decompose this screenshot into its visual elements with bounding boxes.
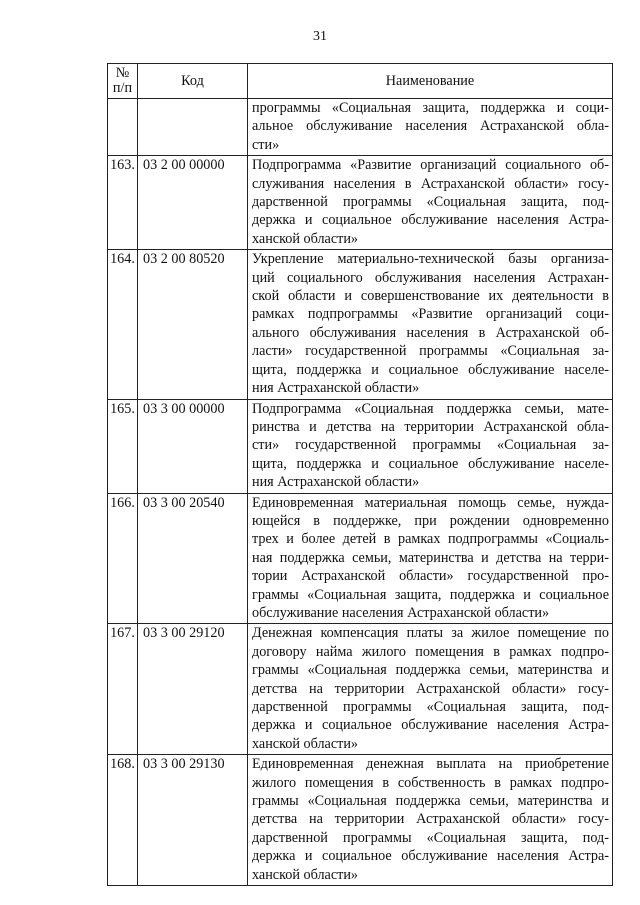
name-line: ласти» государственной программы «Социальная за- (252, 343, 609, 360)
row-number: 163. (108, 156, 138, 250)
name-line: граммы «Социальная защита, поддержка и социальное (252, 586, 609, 603)
name-line: сти» государственной программы «Социальная за- (252, 437, 609, 454)
name-line: Единовременная материальная помощь семье, нужда- (252, 494, 609, 511)
name-line: держка и социальное обслуживание населения Астра- (252, 212, 609, 229)
name-line: ального обслуживания населения в Астраханской об- (252, 324, 609, 341)
name-line: рамках подпрограммы «Развитие организаций соци- (252, 306, 609, 323)
header-code: Код (138, 64, 248, 99)
name-line: трех и более детей в рамках подпрограммы «Социаль- (252, 531, 609, 548)
name-line: Единовременная денежная выплата на приобретение (252, 756, 609, 773)
table-row-continuation (108, 99, 613, 156)
table-row (108, 399, 613, 493)
name-line: щита, поддержка и социальное обслуживание населе- (252, 455, 609, 472)
row-code: 03 2 00 80520 (138, 250, 248, 399)
row-number: 166. (108, 493, 138, 624)
name-line: сти» (252, 136, 280, 153)
table-header-row (108, 64, 613, 99)
name-line: детства на территории Астраханской области» госу- (252, 680, 609, 697)
name-line: ханской области» (252, 735, 359, 752)
name-line: ния Астраханской области» (252, 474, 420, 491)
table-row (108, 624, 613, 755)
name-line: договору найма жилого помещения в рамках подпро- (252, 643, 609, 660)
row-name-cell (248, 493, 613, 624)
header-number-line: п/п (112, 80, 133, 96)
name-line: жилого помещения в собственность в рамках подпро- (252, 774, 609, 791)
table-row (108, 156, 613, 250)
name-line: дарственной программы «Социальная защита, под- (252, 829, 609, 846)
name-line: Укрепление материально-технической базы организа- (252, 251, 609, 268)
header-number-line: № (115, 65, 130, 81)
name-line: служивания населения в Астраханской области» госу- (252, 175, 609, 192)
page-number: 31 (313, 29, 327, 44)
name-line: Подпрограмма «Социальная поддержка семьи, мате- (252, 400, 609, 417)
name-line: ринства и детства на территории Астраханской обла- (252, 418, 609, 435)
name-line: ханской области» (252, 230, 359, 247)
row-name-cell (248, 624, 613, 755)
name-line: Денежная компенсация платы за жилое помещение по (252, 625, 609, 642)
row-number: 167. (108, 624, 138, 755)
row-number: 164. (108, 250, 138, 399)
row-name-cell (248, 755, 613, 886)
name-line: ющейся в поддержке, при рождении одновременно (252, 512, 609, 529)
name-line: ханской области» (252, 866, 359, 883)
table-row (108, 493, 613, 624)
row-code: 03 3 00 29130 (138, 755, 248, 886)
name-line: ния Астраханской области» (252, 380, 420, 397)
name-line: держка и социальное обслуживание населения Астра- (252, 848, 609, 865)
name-line: щита, поддержка и социальное обслуживание населе- (252, 361, 609, 378)
classification-table (107, 63, 613, 886)
table-body (108, 99, 613, 886)
row-name-cell (248, 250, 613, 399)
row-number: 165. (108, 399, 138, 493)
table-row (108, 755, 613, 886)
row-code: 03 2 00 00000 (138, 156, 248, 250)
name-line: тории Астраханской области» государственной про- (252, 568, 609, 585)
row-number: 168. (108, 755, 138, 886)
name-line: альное обслуживание населения Астраханской обла- (252, 118, 609, 135)
row-code-cell (138, 99, 248, 156)
row-name-cell (248, 156, 613, 250)
name-line: ная поддержка семьи, материнства и детства на терри- (252, 549, 609, 566)
name-line: программы «Социальная защита, поддержка и соци- (252, 100, 609, 116)
name-line: дарственной программы «Социальная защита, под- (252, 194, 609, 211)
name-line: Подпрограмма «Развитие организаций социального об- (252, 157, 609, 174)
name-line: обслуживание населения Астраханской области» (252, 604, 550, 621)
row-number-cell (108, 99, 138, 156)
name-line: граммы «Социальная поддержка семьи, материнства и (252, 793, 609, 810)
name-line: ской области и совершенствование их деятельности в (252, 288, 609, 305)
row-code: 03 3 00 20540 (138, 493, 248, 624)
name-line: дарственной программы «Социальная защита, под- (252, 699, 609, 715)
header-number (108, 64, 138, 99)
name-line: детства на территории Астраханской области» госу- (252, 811, 609, 828)
row-name-cell (248, 399, 613, 493)
name-line: граммы «Социальная поддержка семьи, материнства и (252, 662, 609, 679)
name-line: ций социального обслуживания населения Астрахан- (252, 269, 609, 286)
row-name-cell (248, 99, 613, 156)
table-row (108, 250, 613, 399)
row-code: 03 3 00 29120 (138, 624, 248, 755)
row-code: 03 3 00 00000 (138, 399, 248, 493)
name-line: держка и социальное обслуживание населения Астра- (252, 717, 609, 734)
header-name: Наименование (248, 64, 613, 99)
